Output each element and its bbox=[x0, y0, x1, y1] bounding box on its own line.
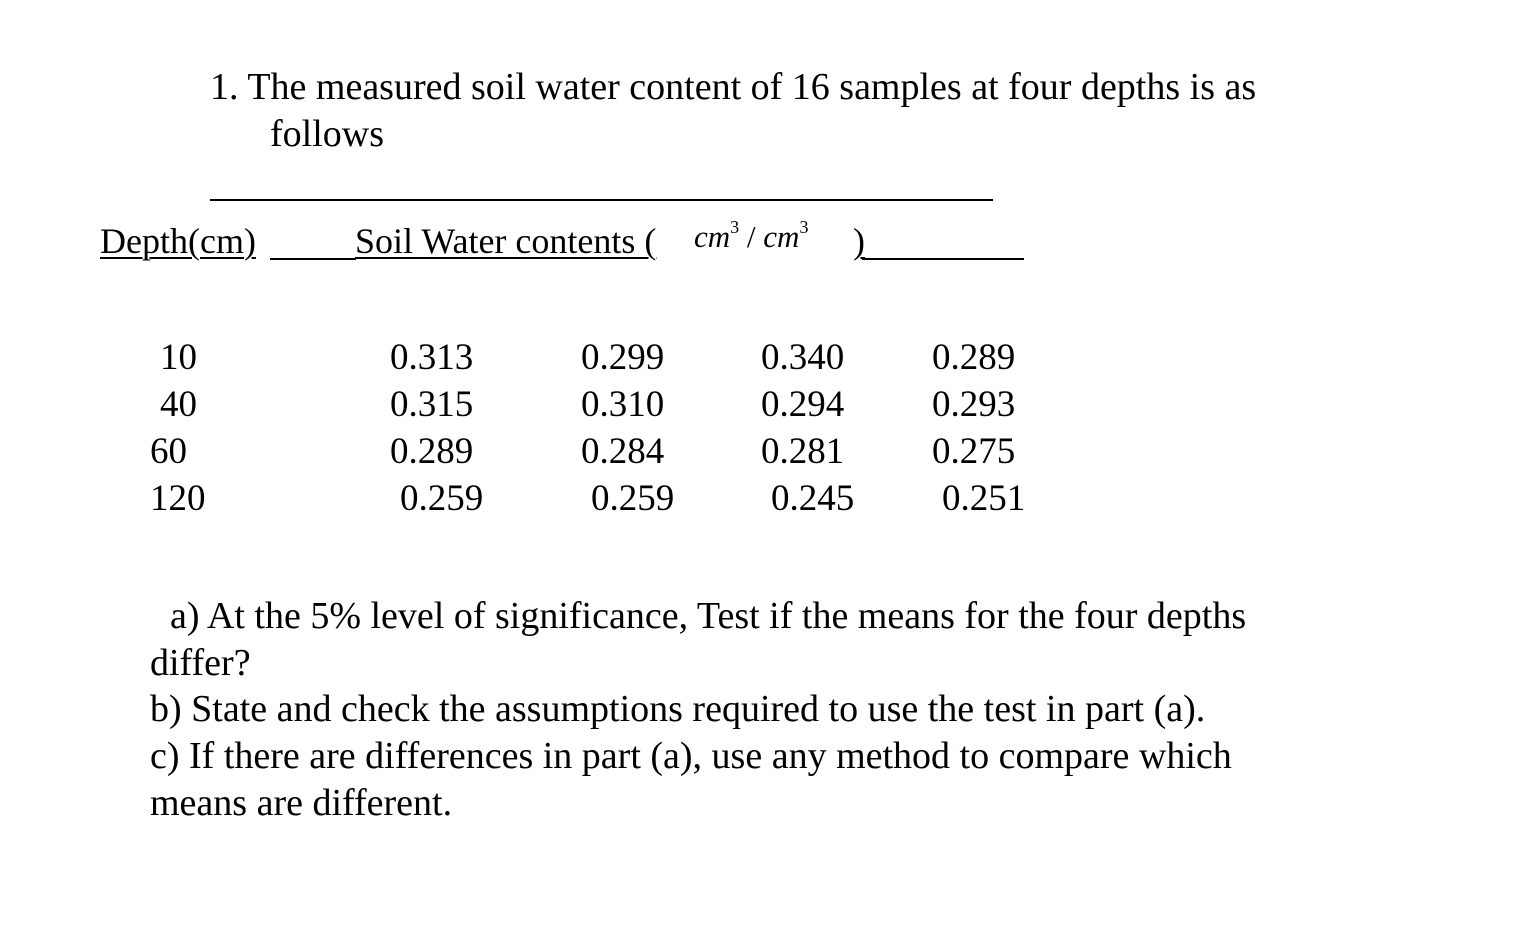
table-top-rule bbox=[210, 199, 993, 201]
depth-cell: 120 bbox=[150, 478, 206, 519]
value-cell: 0.245 bbox=[771, 478, 855, 519]
header-unit bbox=[694, 218, 808, 252]
value-cell: 0.299 bbox=[581, 337, 665, 378]
header-gap-rule-1 bbox=[270, 258, 356, 260]
header-soil-water: Soil Water contents ( bbox=[355, 221, 657, 261]
depth-cell: 60 bbox=[150, 431, 187, 472]
value-cell: 0.289 bbox=[932, 337, 1016, 378]
header-close-paren: ) bbox=[853, 221, 865, 261]
value-cell: 0.289 bbox=[390, 431, 474, 472]
unit-cm-1: cm bbox=[694, 219, 731, 254]
header-trailing-rule bbox=[862, 258, 1024, 260]
question-line-1: 1. The measured soil water content of 16 samples at four depths is as bbox=[210, 66, 1257, 108]
part-c-line-1: c) If there are differences in part (a), use any method to compare which bbox=[150, 735, 1232, 777]
value-cell: 0.281 bbox=[761, 431, 845, 472]
unit-slash: / bbox=[746, 219, 756, 254]
part-c-line-2: means are different. bbox=[150, 782, 453, 824]
value-cell: 0.313 bbox=[390, 337, 474, 378]
value-cell: 0.315 bbox=[390, 384, 474, 425]
value-cell: 0.259 bbox=[400, 478, 484, 519]
question-line-2: follows bbox=[270, 113, 384, 155]
value-cell: 0.310 bbox=[581, 384, 665, 425]
part-b: b) State and check the assumptions required to use the test in part (a). bbox=[150, 688, 1206, 730]
depth-cell: 40 bbox=[160, 384, 197, 425]
unit-cm-2: cm bbox=[763, 219, 800, 254]
value-cell: 0.259 bbox=[591, 478, 675, 519]
value-cell: 0.340 bbox=[761, 337, 845, 378]
value-cell: 0.275 bbox=[932, 431, 1016, 472]
value-cell: 0.294 bbox=[761, 384, 845, 425]
depth-cell: 10 bbox=[160, 337, 197, 378]
unit-exp-2: 3 bbox=[799, 217, 809, 237]
value-cell: 0.284 bbox=[581, 431, 665, 472]
value-cell: 0.293 bbox=[932, 384, 1016, 425]
part-a-line-2: differ? bbox=[150, 642, 251, 684]
header-depth: Depth(cm) bbox=[100, 221, 256, 261]
unit-exp-1: 3 bbox=[730, 217, 740, 237]
value-cell: 0.251 bbox=[942, 478, 1026, 519]
part-a-line-1: a) At the 5% level of significance, Test if the means for the four depths bbox=[170, 595, 1247, 637]
